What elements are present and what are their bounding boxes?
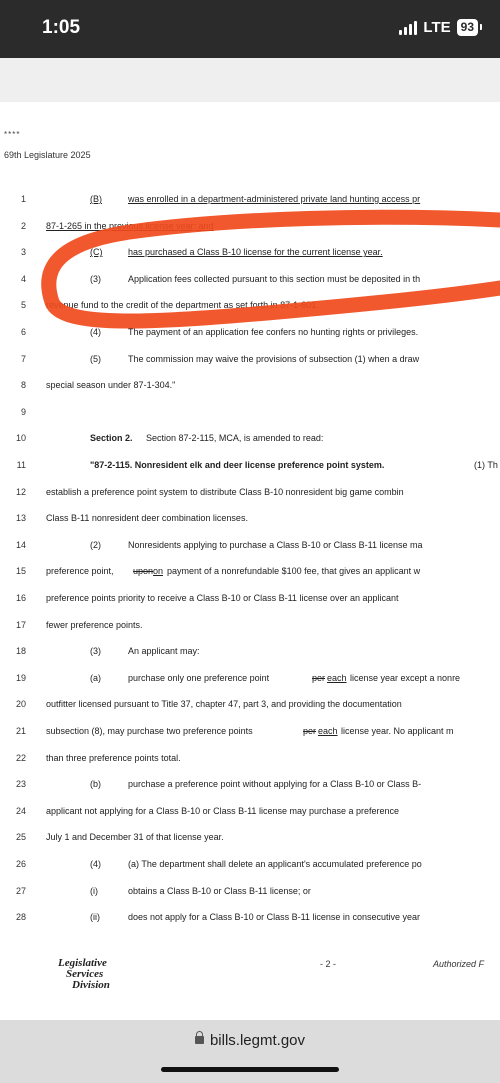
bill-line [0,247,500,261]
bill-line [0,354,500,368]
bill-line [0,300,500,314]
bill-line [0,673,500,687]
legislature-session: 69th Legislature 2025 [4,150,91,160]
bill-line [0,859,500,873]
bill-line [0,832,500,846]
line-number: 17 [15,619,26,630]
line-text: payment of a nonrefundable $100 fee, that gives an applicant w [167,566,421,577]
line-text: The payment of an application fee confers no hunting rights or privileges. [128,327,419,337]
line-text: The commission may waive the provisions of subsection (1) when a draw [128,353,420,364]
line-number: 5 [20,300,26,311]
line-text: Section 87-2-115, MCA, is amended to read: [146,433,324,444]
line-text: was enrolled in a department-administered private land hunting access pr [128,194,421,204]
line-text: has purchased a Class B-10 license for the current license year. [128,247,383,258]
line-text: (2) [90,539,101,550]
line-text: subsection (8), may purchase two preference points [46,726,253,736]
line-text: fewer preference points. [46,619,143,630]
signal-icon [399,21,417,35]
line-text: (i) [90,885,98,896]
line-text: than three preference points total. [46,752,181,763]
line-text: purchase only one preference point [128,672,270,683]
line-number: 28 [15,912,26,923]
battery-icon: 93 [457,19,478,36]
line-text: (C) [90,247,103,258]
line-number: 2 [20,220,26,231]
line-text: Application fees collected pursuant to this section must be deposited in th [128,273,421,284]
line-number: 18 [15,646,26,657]
bill-line [0,433,500,447]
line-number: 23 [15,779,26,790]
line-text: (a) [90,672,101,683]
line-number: 14 [15,539,26,550]
bill-line [0,646,500,660]
line-text: license year. No applicant m [341,726,454,736]
bill-line [0,806,500,820]
line-text: per [312,672,326,683]
annotation-layer [0,102,500,1020]
line-number: 22 [15,752,26,763]
line-text: upon [133,566,154,577]
address-bar[interactable] [0,1032,500,1049]
line-text: on [153,566,164,577]
line-number: 21 [15,726,26,736]
line-number: 10 [15,433,26,444]
bill-line [0,221,500,235]
url-text: bills.legmt.gov [209,1032,306,1049]
line-text: (1) Th [474,460,498,470]
line-text: (B) [90,194,102,204]
network-type: LTE [423,19,451,36]
line-text: "87-2-115. Nonresident elk and deer license preference point system. [90,460,385,470]
line-text: (a) The department shall delete an applicant's accumulated preference po [128,859,422,869]
line-number: 12 [15,486,26,497]
line-text: (4) [90,859,101,869]
line-number: 26 [15,859,26,869]
home-indicator[interactable] [161,1067,339,1072]
line-number: 20 [15,699,26,710]
line-number: 1 [20,194,26,204]
bill-line [0,726,500,740]
line-number: 11 [16,460,26,470]
line-text: Nonresidents applying to purchase a Class B-10 or Class B-11 license ma [128,539,423,550]
bill-line [0,540,500,554]
line-number: 4 [20,273,26,284]
status-bar [0,0,500,58]
line-number: 25 [15,832,26,843]
bill-line [0,912,500,926]
line-number: 24 [15,805,26,816]
line-text: (b) [90,779,101,790]
bill-line [0,327,500,341]
document-page[interactable] [0,102,500,1020]
line-text: outfitter licensed pursuant to Title 37, chapter 47, part 3, and providing the documentation [46,699,402,710]
line-text: preference point, [46,566,114,577]
line-text: Class B-11 nonresident deer combination licenses. [46,513,248,524]
bill-line [0,886,500,900]
line-number: 7 [20,353,26,364]
bill-line [0,513,500,527]
bill-line [0,407,500,421]
line-number: 8 [20,380,26,391]
authorized-label: Authorized F [433,959,485,969]
line-text: special season under 87-1-304." [46,380,176,391]
bill-line [0,779,500,793]
toolbar-area [0,58,500,102]
line-text: (3) [90,646,101,657]
lock-icon [195,1036,204,1044]
line-text: per [303,726,317,736]
line-text: Section 2. [90,433,133,444]
bill-line [0,460,500,474]
status-indicators [399,19,478,36]
line-number: 15 [15,566,26,577]
bill-line [0,274,500,288]
line-text: does not apply for a Class B-10 or Class B-11 license in consecutive year [128,912,420,923]
line-text: establish a preference point system to distribute Class B-10 nonresident big game combin [46,486,404,497]
line-number: 9 [20,406,26,417]
bill-line [0,380,500,394]
line-number: 13 [15,513,26,524]
line-text: obtains a Class B-10 or Class B-11 license; or [128,885,311,896]
header-mark: **** [4,130,21,139]
bill-line [0,194,500,208]
bill-line [0,487,500,501]
line-text: (4) [90,327,101,337]
bill-line [0,566,500,580]
line-text: July 1 and December 31 of that license year. [46,832,224,843]
bill-line [0,620,500,634]
page-number: - 2 - [320,959,337,969]
line-text: (ii) [90,912,100,923]
line-number: 3 [20,247,26,258]
line-text: An applicant may: [128,646,200,657]
line-text: purchase a preference point without applying for a Class B-10 or Class B- [128,779,422,790]
bill-line [0,699,500,713]
line-text: (5) [90,353,101,364]
line-number: 19 [15,672,26,683]
bill-line [0,753,500,767]
line-number: 6 [20,327,26,337]
line-text: each [327,672,347,683]
bill-line [0,593,500,607]
line-number: 27 [15,885,26,896]
line-text: applicant not applying for a Class B-10 or Class B-11 license may purchase a preference [46,805,400,816]
lsd-logo: Legislative Services Division [58,957,110,991]
line-number: 16 [15,593,26,603]
line-text: each [318,726,338,736]
line-text: preference points priority to receive a Class B-10 or Class B-11 license over an applicant [46,593,399,603]
line-text: (3) [90,273,101,284]
line-text: 87-1-265 in the previous license year; and [46,220,214,231]
line-text: license year except a nonre [350,672,461,683]
line-text: revenue fund to the credit of the department as set forth in 87-1-601. [46,300,319,311]
status-time: 1:05 [42,17,81,38]
browser-bottom-bar [0,1020,500,1083]
